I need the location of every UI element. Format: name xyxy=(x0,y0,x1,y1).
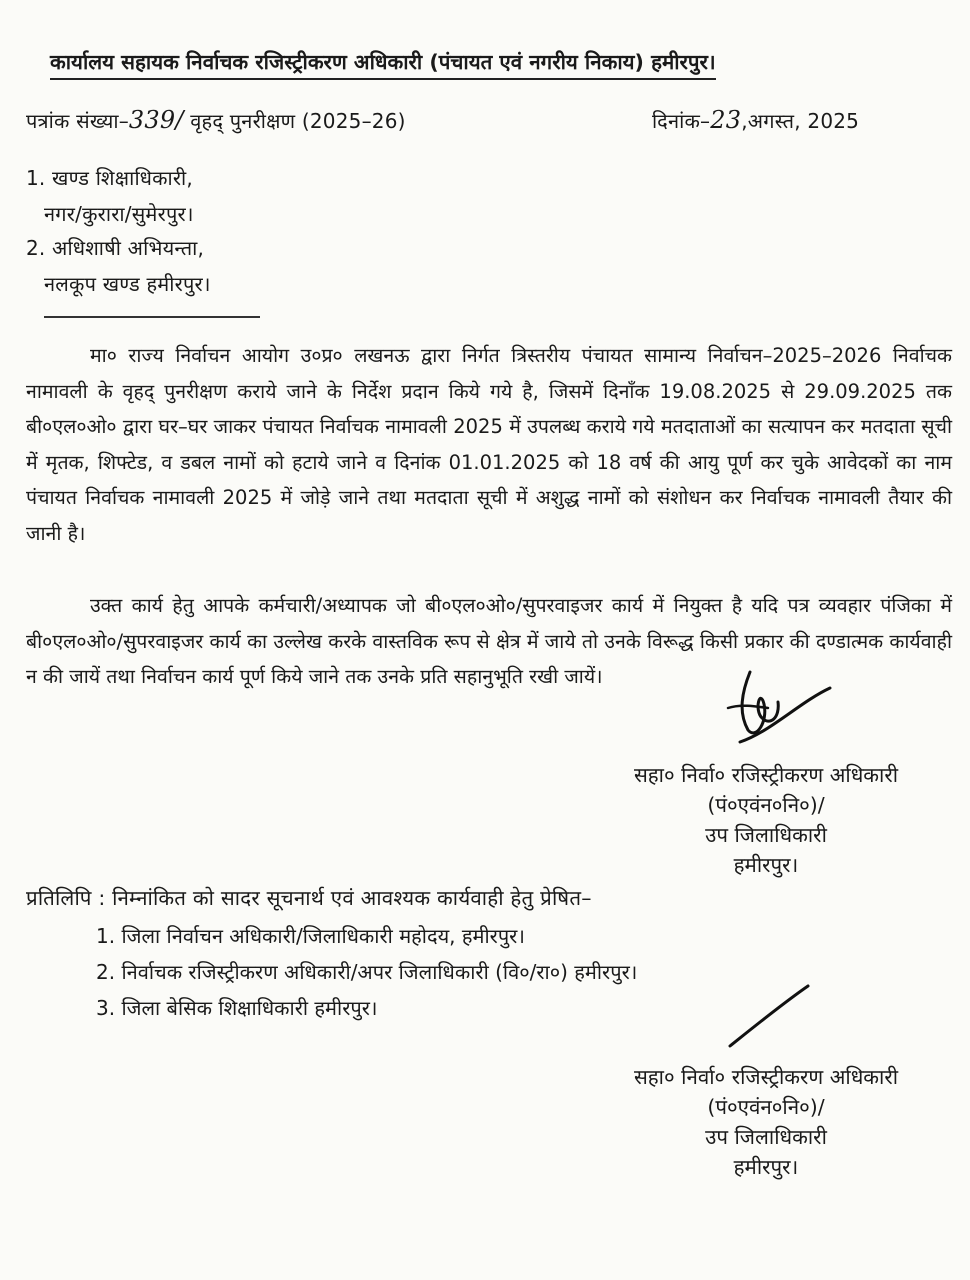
body-paragraph-1: मा० राज्य निर्वाचन आयोग उ०प्र० लखनऊ द्वारा निर्गत त्रिस्तरीय पंचायत सामान्य निर्वाचन–2025–2026 निर्वाचक नामावली के वृहद् पुनरीक्षण कराये जाने के निर्देश प्रदान किये गये है, जिसमें दिनाँक 19.08.2025 से 29.09.2025 तक बी०एल०ओ० द्वारा घर–घर जाकर पंचायत निर्वाचक नामावली 2025 में उपलब्ध कराये गये मतदाताओं का सत्यापन कर मतदाता सूची में मृतक, शिफ्टेड, व डबल नामों को हटाये जाने व दिनांक 01.01.2025 को 18 वर्ष की आयु पूर्ण कर चुके आवेदकों का नाम पंचायत निर्वाचक नामावली 2025 में जोड़े जाने तथा मतदाता सूची में अशुद्ध नामों को संशोधन कर निर्वाचक नामावली तैयार की जानी है। xyxy=(26,344,952,545)
recipient-divider xyxy=(44,316,260,318)
reference-number: 339 xyxy=(128,106,176,134)
recipient-1-title: 1. खण्ड शिक्षाधिकारी, xyxy=(26,166,193,190)
reference-slash: / xyxy=(175,106,184,134)
signatory-unit: (पं०एवंन०नि०)/ xyxy=(707,793,825,817)
signature-mark-1 xyxy=(720,652,840,752)
date-day: 23 xyxy=(710,106,742,134)
reference-prefix: पत्रांक संख्या– xyxy=(26,109,129,133)
date-line xyxy=(652,106,859,134)
recipient-2-title: 2. अधिशाषी अभियन्ता, xyxy=(26,236,205,260)
recipient-2-place: नलकूप खण्ड हमीरपुर। xyxy=(44,272,211,296)
office-header: कार्यालय सहायक निर्वाचक रजिस्ट्रीकरण अधिकारी (पंचायत एवं नगरीय निकाय) हमीरपुर। xyxy=(50,48,716,80)
signature-block-2 xyxy=(596,1062,936,1182)
signatory-designation: सहा० निर्वा० रजिस्ट्रीकरण अधिकारी xyxy=(633,763,899,787)
signatory-designation-2: सहा० निर्वा० रजिस्ट्रीकरण अधिकारी xyxy=(633,1065,899,1089)
date-rest: ,अगस्त, 2025 xyxy=(741,109,860,133)
signatory-place-2: हमीरपुर। xyxy=(733,1155,799,1179)
copy-intro: प्रतिलिपि : निम्नांकित को सादर सूचनार्थ एवं आवश्यक कार्यवाही हेतु प्रेषित– xyxy=(26,886,592,910)
reference-line xyxy=(26,106,406,134)
signature-block-1 xyxy=(596,760,936,880)
copy-item-3: 3. जिला बेसिक शिक्षाधिकारी हमीरपुर। xyxy=(96,996,378,1020)
signatory-office: उप जिलाधिकारी xyxy=(705,823,827,847)
signatory-office-2: उप जिलाधिकारी xyxy=(705,1125,827,1149)
copy-item-2: 2. निर्वाचक रजिस्ट्रीकरण अधिकारी/अपर जिलाधिकारी (वि०/रा०) हमीरपुर। xyxy=(96,960,638,984)
body-paragraph-2: उक्त कार्य हेतु आपके कर्मचारी/अध्यापक जो बी०एल०ओ०/सुपरवाइजर कार्य में नियुक्त है यदि पत्र व्यवहार पंजिका में बी०एल०ओ०/सुपरवाइजर कार्य का उल्लेख करके वास्तविक रूप से क्षेत्र में जाये तो उनके विरूद्ध किसी प्रकार की दण्डात्मक कार्यवाही न की जायें तथा निर्वाचन कार्य पूर्ण किये जाने तक उनके प्रति सहानुभूति रखी जायें। xyxy=(26,594,952,688)
date-prefix: दिनांक– xyxy=(652,109,711,133)
signatory-place: हमीरपुर। xyxy=(733,853,799,877)
reference-subject: वृहद् पुनरीक्षण (2025–26) xyxy=(190,109,406,133)
signature-mark-2 xyxy=(700,980,820,1060)
copy-item-1: 1. जिला निर्वाचन अधिकारी/जिलाधिकारी महोदय, हमीरपुर। xyxy=(96,924,525,948)
signatory-unit-2: (पं०एवंन०नि०)/ xyxy=(707,1095,825,1119)
recipient-1-place: नगर/कुरारा/सुमेरपुर। xyxy=(44,202,194,226)
